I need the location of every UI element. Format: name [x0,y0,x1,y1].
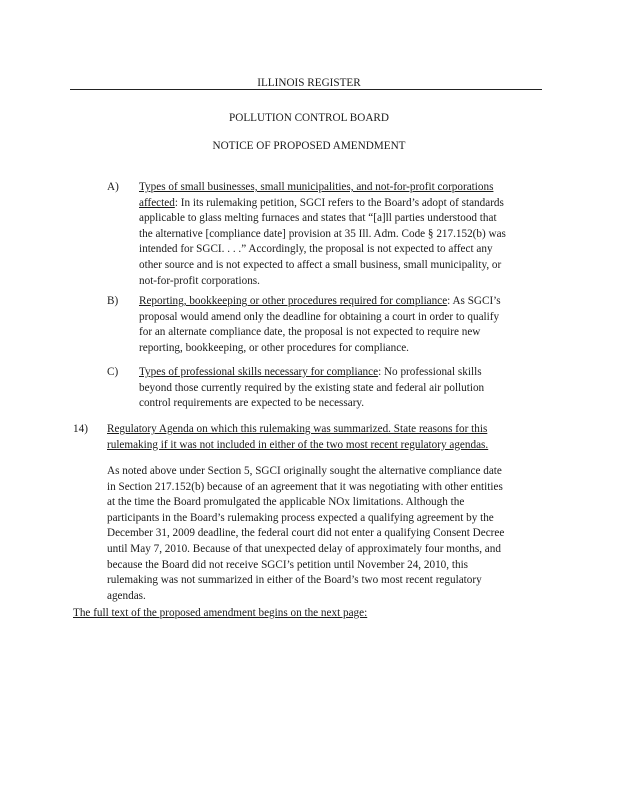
section-14-heading-line: rulemaking if it was not included in either of the two most recent regulatory agendas. [107,438,489,451]
item-c-heading: Types of professional skills necessary for compliance [139,366,379,378]
item-b-text-run: : As SGCI’s [447,295,501,307]
section-14-label: 14) [73,423,88,435]
item-c-text-run: control requirements are expected to be necessary. [139,397,365,410]
item-a-label: A) [107,181,119,193]
item-a-text-run: : In its rulemaking petition, SGCI refers to the Board’s adopt of standards [174,196,504,209]
section-14-body-line: participants in the Board’s rulemaking process expected a qualifying agreement by the [107,511,494,524]
item-c-text-run: beyond those currently required by the existing state and federal air pollution [139,381,485,394]
board-title: POLLUTION CONTROL BOARD [229,112,389,124]
item-a-text-run: intended for SGCI. . . .” Accordingly, the proposal is not expected to affect any [139,243,493,256]
item-a-heading: affected [139,196,175,209]
section-14-body-line: in Section 217.152(b) because of an agreement that it was negotiating with other entities [107,480,503,493]
register-title: ILLINOIS REGISTER [257,77,361,89]
footer-note: The full text of the proposed amendment begins on the next page: [73,607,368,619]
section-14-body [107,464,547,604]
section-14-body-line: As noted above under Section 5, SGCI originally sought the alternative compliance date [107,465,502,477]
item-b-line [139,325,544,341]
section-14-heading [107,422,547,453]
item-c-text-run: : No professional skills [378,366,482,378]
item-c-line [139,381,544,397]
section-14-body-line: at the time the Board promulgated the applicable NOx limitations. Although the [107,496,465,509]
section-14-body-line: because the Board did not receive SGCI’s petition until November 24, 2010, this [107,558,469,571]
item-b-label: B) [107,295,119,307]
section-14-heading-line: Regulatory Agenda on which this rulemaking was summarized. State reasons for this [107,423,488,435]
item-c-label: C) [107,366,119,378]
header-rule [70,89,542,90]
item-b-text-run: proposal would amend only the deadline for obtaining a court in order to qualify [139,310,500,323]
section-14-body-line: agendas. [107,589,146,602]
item-a-line [139,211,544,227]
item-a-line [139,180,544,196]
item-c-text [139,365,544,412]
item-a-line [139,258,544,274]
item-b-text [139,294,544,356]
item-a-line [139,227,544,243]
item-c-line [139,396,544,412]
item-b-heading: Reporting, bookkeeping or other procedures required for compliance [139,295,448,307]
section-14-body-line: rulemaking was not summarized in either of the Board’s two most recent regulatory [107,574,482,587]
item-a-heading: Types of small businesses, small municipalities, and not-for-profit corporations [139,181,494,193]
item-c-line [139,365,544,381]
item-a-line [139,274,544,290]
item-a-text-run: other source and is not expected to affect a small business, small municipality, or [139,258,502,271]
item-b-line [139,310,544,326]
item-b-line [139,341,544,357]
item-a-line [139,196,544,212]
section-14-body-line: December 31, 2009 deadline, the federal court did not enter a qualifying Consent Decree [107,527,505,540]
item-a-line [139,242,544,258]
item-a-text-run: the alternative [compliance date] provision at 35 Ill. Adm. Code § 217.152(b) was [139,227,506,240]
item-a-text [139,180,544,289]
item-a-text-run: applicable to glass melting furnaces and states that “[a]ll parties understood that [139,212,497,225]
item-b-line [139,294,544,310]
notice-title: NOTICE OF PROPOSED AMENDMENT [212,140,406,152]
item-a-text-run: not-for-profit corporations. [139,274,260,287]
item-b-text-run: reporting, bookkeeping, or other procedures for compliance. [139,341,409,354]
section-14-body-line: until May 7, 2010. Because of that unexpected delay of approximately four months, and [107,542,501,555]
item-b-text-run: for an alternate compliance date, the proposal is not expected to require new [139,326,481,339]
